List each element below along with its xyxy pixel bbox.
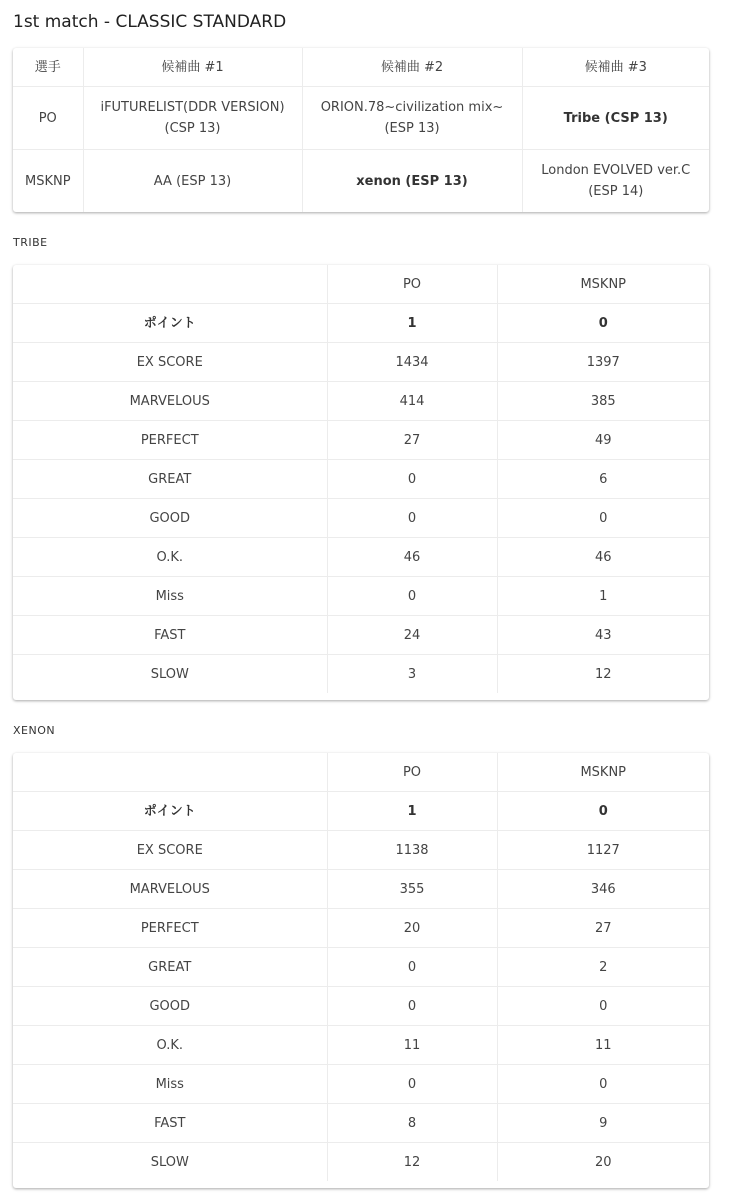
- row-label: GREAT: [13, 948, 327, 987]
- score-value: 6: [497, 460, 709, 499]
- score-row: [13, 499, 709, 538]
- candidate-song: AA (ESP 13): [83, 150, 302, 213]
- row-label: GOOD: [13, 499, 327, 538]
- row-label: SLOW: [13, 1143, 327, 1182]
- score-row: [13, 948, 709, 987]
- score-value: 20: [327, 909, 497, 948]
- score-value: 0: [497, 1065, 709, 1104]
- score-row-points: [13, 304, 709, 343]
- player-name: MSKNP: [13, 150, 83, 213]
- row-label: ポイント: [13, 304, 327, 343]
- row-label: O.K.: [13, 538, 327, 577]
- score-row: [13, 987, 709, 1026]
- score-header-player: MSKNP: [497, 265, 709, 304]
- score-value: 12: [594, 666, 612, 682]
- score-value: 9: [497, 1104, 709, 1143]
- header-candidate-1: 候補曲 #1: [83, 48, 302, 87]
- candidate-song-selected: Tribe (CSP 13): [522, 87, 709, 150]
- score-row: [13, 577, 709, 616]
- candidate-row-po: [13, 87, 709, 150]
- row-label: Miss: [13, 1065, 327, 1104]
- score-value: 385: [497, 382, 709, 421]
- score-value: 0: [327, 987, 497, 1026]
- header-player: 選手: [13, 48, 83, 87]
- score-value: 414: [327, 382, 497, 421]
- candidate-song: London EVOLVED ver.C (ESP 14): [541, 163, 691, 199]
- candidate-row-msknp: [13, 150, 709, 213]
- score-value: 1397: [497, 343, 709, 382]
- score-header-row: [13, 753, 709, 792]
- score-row: [13, 343, 709, 382]
- score-header-row: [13, 265, 709, 304]
- score-card-tribe: [13, 265, 709, 700]
- score-row: [13, 382, 709, 421]
- score-value: 46: [497, 538, 709, 577]
- score-row: [13, 831, 709, 870]
- score-value: 0: [327, 460, 497, 499]
- score-row: [13, 1104, 709, 1143]
- candidate-header-row: [13, 48, 709, 87]
- header-candidate-3: 候補曲 #3: [522, 48, 709, 87]
- score-value: 0: [327, 1065, 497, 1104]
- score-value: 0: [327, 499, 497, 538]
- score-value: 8: [327, 1104, 497, 1143]
- score-row: [13, 909, 709, 948]
- row-label: MARVELOUS: [13, 870, 327, 909]
- score-value: 0: [497, 499, 709, 538]
- score-value: 27: [327, 421, 497, 460]
- score-value: 0: [497, 304, 709, 343]
- score-value: 355: [327, 870, 497, 909]
- score-value: 1138: [327, 831, 497, 870]
- row-label: MARVELOUS: [13, 382, 327, 421]
- score-header-player: PO: [327, 753, 497, 792]
- score-value: 0: [327, 948, 497, 987]
- score-value: 49: [497, 421, 709, 460]
- candidate-songs-card: [13, 48, 709, 212]
- score-header-player: MSKNP: [497, 753, 709, 792]
- score-value: 11: [497, 1026, 709, 1065]
- row-label: SLOW: [13, 655, 327, 694]
- score-value: 2: [497, 948, 709, 987]
- score-table-tribe: [13, 265, 709, 693]
- score-row: [13, 1026, 709, 1065]
- row-label: EX SCORE: [13, 343, 327, 382]
- candidate-song: ORION.78~civilization mix~ (ESP 13): [302, 87, 522, 150]
- row-label: FAST: [13, 616, 327, 655]
- row-label: PERFECT: [13, 421, 327, 460]
- score-table-xenon: [13, 753, 709, 1181]
- score-value: 1434: [327, 343, 497, 382]
- row-label: FAST: [13, 1104, 327, 1143]
- row-label: O.K.: [13, 1026, 327, 1065]
- candidate-songs-table: [13, 48, 709, 212]
- score-header-blank: [13, 265, 327, 304]
- score-card-xenon: [13, 753, 709, 1188]
- row-label: PERFECT: [13, 909, 327, 948]
- score-value: 0: [497, 792, 709, 831]
- score-value: 43: [497, 616, 709, 655]
- page-title: 1st match - CLASSIC STANDARD: [13, 12, 287, 32]
- score-value: 1: [327, 304, 497, 343]
- row-label: ポイント: [13, 792, 327, 831]
- score-row: [13, 1065, 709, 1104]
- score-header-blank: [13, 753, 327, 792]
- score-row: [13, 1143, 709, 1182]
- score-row: [13, 421, 709, 460]
- score-value: 20: [594, 1154, 612, 1170]
- score-value: 1: [497, 577, 709, 616]
- row-label: EX SCORE: [13, 831, 327, 870]
- score-value: 0: [327, 577, 497, 616]
- score-row: [13, 460, 709, 499]
- score-row: [13, 870, 709, 909]
- row-label: GREAT: [13, 460, 327, 499]
- candidate-song: iFUTURELIST(DDR VERSION) (CSP 13): [83, 87, 302, 150]
- score-row: [13, 655, 709, 694]
- score-row-points: [13, 792, 709, 831]
- score-value: 24: [327, 616, 497, 655]
- header-candidate-2: 候補曲 #2: [302, 48, 522, 87]
- score-row: [13, 616, 709, 655]
- score-value: 11: [327, 1026, 497, 1065]
- score-value: 1127: [497, 831, 709, 870]
- score-row: [13, 538, 709, 577]
- score-value: 346: [497, 870, 709, 909]
- section-label-tribe: TRIBE: [13, 236, 48, 249]
- candidate-song-selected: xenon (ESP 13): [302, 150, 522, 213]
- score-value: 12: [327, 1143, 497, 1182]
- score-value: 3: [327, 655, 497, 694]
- score-value: 46: [327, 538, 497, 577]
- row-label: GOOD: [13, 987, 327, 1026]
- player-name: PO: [13, 87, 83, 150]
- score-header-player: PO: [327, 265, 497, 304]
- score-value: 1: [327, 792, 497, 831]
- row-label: Miss: [13, 577, 327, 616]
- score-value: 0: [497, 987, 709, 1026]
- section-label-xenon: XENON: [13, 724, 56, 737]
- score-value: 27: [497, 909, 709, 948]
